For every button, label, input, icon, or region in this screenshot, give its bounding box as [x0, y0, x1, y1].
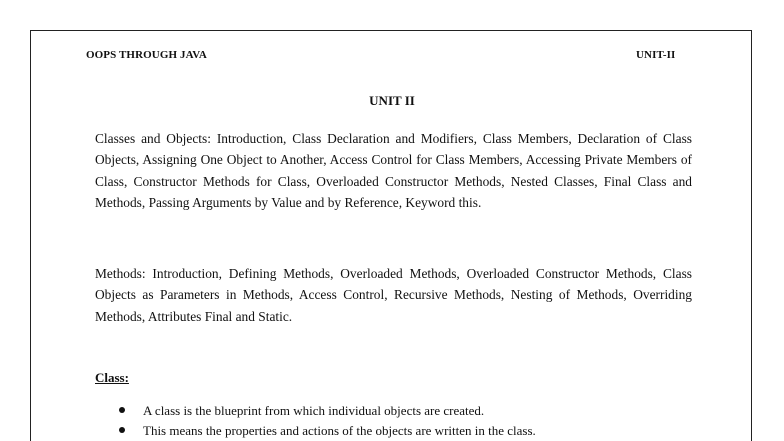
header-unit-label: UNIT-II: [636, 49, 676, 61]
list-item-text: This means the properties and actions of the objects are written in the class.: [143, 423, 536, 438]
syllabus-paragraph-methods: Methods: Introduction, Defining Methods, Overloaded Methods, Overloaded Constructor Methods, Class Objects as Parameters in Methods, Access Control, Recursive Methods, Nesting of Methods, Overriding Methods, Attributes Final and Static.: [95, 266, 692, 324]
list-item: [95, 401, 735, 421]
list-item: [95, 421, 735, 441]
page-title: UNIT II: [369, 93, 415, 108]
bullet-icon: [119, 407, 125, 413]
header-course-title: OOPS THROUGH JAVA: [86, 49, 207, 61]
bullet-list: [95, 401, 735, 441]
document-page: [30, 30, 752, 441]
bullet-icon: [119, 427, 125, 433]
section-heading-class: Class:: [95, 370, 129, 385]
list-item-text: A class is the blueprint from which individual objects are created.: [143, 403, 485, 418]
syllabus-paragraph-classes-objects: Classes and Objects: Introduction, Class Declaration and Modifiers, Class Members, Declaration of Class Objects, Assigning One Object to Another, Access Control for Class Members, Accessing Private Members of Class, Constructor Methods for Class, Overloaded Constructor Methods, Nested Classes, Final Class and Methods, Passing Arguments by Value and by Reference, Keyword this.: [95, 131, 692, 211]
